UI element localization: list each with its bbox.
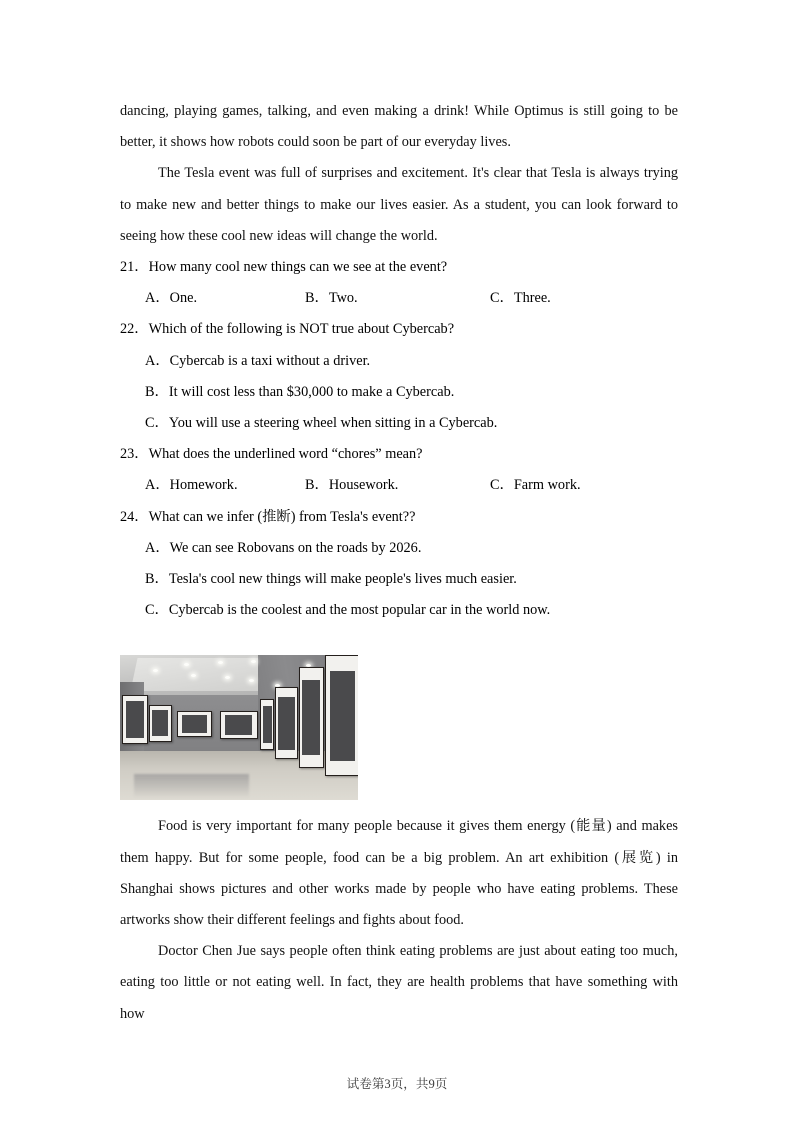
option-letter: A． <box>145 539 170 556</box>
option-text: Tesla's cool new things will make people's lives much easier. <box>168 571 517 588</box>
option-text: Homework. <box>169 477 238 494</box>
art-gallery-interior-photo <box>120 655 358 800</box>
option-text: We can see Robovans on the roads by 2026. <box>169 539 422 556</box>
ceiling-light-icon <box>249 679 254 682</box>
ceiling-light-icon <box>251 660 256 663</box>
question-22-stem <box>120 314 678 345</box>
question-21 <box>120 252 678 314</box>
artwork-image <box>263 706 272 743</box>
question-21-stem <box>120 252 678 283</box>
option-text: One. <box>169 290 198 307</box>
question-24-option-a[interactable] <box>120 533 678 564</box>
option-text: Two. <box>328 290 358 307</box>
option-letter: C． <box>145 602 169 619</box>
question-23-text: What does the underlined word “chores” mean? <box>148 446 423 463</box>
framed-artwork <box>299 667 325 768</box>
ceiling-light-icon <box>153 669 158 672</box>
option-text: It will cost less than $30,000 to make a Cybercab. <box>168 383 455 400</box>
question-21-text: How many cool new things can we see at the event? <box>148 259 448 276</box>
question-22-number: 22． <box>120 321 149 338</box>
option-letter: B． <box>305 290 329 307</box>
option-letter: B． <box>305 477 329 494</box>
passage-one-paragraph-2: The Tesla event was full of surprises and excitement. It's clear that Tesla is always trying to make new and better things to make our lives easier. As a student, you can look forward to seeing how these cool new ideas will change the world. <box>120 165 678 244</box>
question-21-option-a[interactable] <box>145 283 305 314</box>
artwork-image <box>225 715 252 735</box>
option-text: Cybercab is a taxi without a driver. <box>169 352 371 369</box>
figure-container <box>120 626 678 811</box>
option-letter: A． <box>145 352 170 369</box>
question-24-number: 24． <box>120 508 149 525</box>
question-23-options <box>120 470 678 501</box>
framed-artwork <box>149 705 172 742</box>
question-23 <box>120 439 678 501</box>
question-23-option-a[interactable] <box>145 470 305 501</box>
option-letter: B． <box>145 571 169 588</box>
question-24-stem <box>120 502 678 533</box>
question-21-option-b[interactable] <box>305 283 490 314</box>
artwork-image <box>278 697 294 750</box>
question-22-option-b[interactable] <box>120 377 678 408</box>
option-letter: A． <box>145 290 170 307</box>
framed-artwork <box>275 687 298 759</box>
question-24-option-c[interactable] <box>120 595 678 626</box>
option-letter: A． <box>145 477 170 494</box>
framed-artwork <box>177 711 212 738</box>
question-22-option-c[interactable] <box>120 408 678 439</box>
artwork-image <box>302 680 320 755</box>
ceiling-light-icon <box>225 676 230 679</box>
question-23-stem <box>120 439 678 470</box>
passage-two-paragraph-1: Food is very important for many people because it gives them energy (能量) and makes them happy. But for some people, food can be a big problem. An art exhibition (展览) in Shanghai shows pictures and other works made by people who have eating problems. These artworks show their different feelings and fights about food. <box>120 818 678 929</box>
artwork-image <box>152 710 168 736</box>
question-21-options <box>120 283 678 314</box>
artwork-image <box>330 671 355 761</box>
question-21-number: 21． <box>120 259 149 276</box>
page-content <box>120 96 678 1030</box>
option-text: Housework. <box>328 477 399 494</box>
question-22 <box>120 314 678 439</box>
passage-one-paragraph-1: dancing, playing games, talking, and even making a drink! While Optimus is still going to be better, it shows how robots could soon be part of our everyday lives. <box>120 103 678 151</box>
question-24 <box>120 502 678 627</box>
artwork-image <box>182 715 207 734</box>
framed-artwork <box>122 695 148 745</box>
question-23-option-b[interactable] <box>305 470 490 501</box>
option-text: Cybercab is the coolest and the most popular car in the world now. <box>168 602 551 619</box>
ceiling-light-icon <box>184 663 189 666</box>
option-letter: C． <box>490 477 514 494</box>
question-23-option-c[interactable] <box>490 470 581 501</box>
option-text: You will use a steering wheel when sitting in a Cybercab. <box>168 415 498 432</box>
question-22-text: Which of the following is NOT true about Cybercab? <box>148 321 455 338</box>
artwork-image <box>126 701 144 737</box>
option-text: Farm work. <box>513 477 581 494</box>
option-letter: B． <box>145 383 169 400</box>
option-letter: C． <box>145 415 169 432</box>
framed-artwork <box>260 699 274 750</box>
page-footer: 试卷第3页，共9页 <box>346 1077 448 1091</box>
gallery-floor-reflection <box>134 774 248 797</box>
question-23-number: 23． <box>120 446 149 463</box>
question-24-text: What can we infer (推断) from Tesla's event?? <box>148 508 416 525</box>
passage-two-paragraph-2: Doctor Chen Jue says people often think eating problems are just about eating too much, eating too little or not eating well. In fact, they are health problems that have something with how <box>120 943 678 1022</box>
question-21-option-c[interactable] <box>490 283 551 314</box>
option-text: Three. <box>513 290 551 307</box>
question-22-option-a[interactable] <box>120 346 678 377</box>
framed-artwork <box>325 655 358 776</box>
question-24-option-b[interactable] <box>120 564 678 595</box>
framed-artwork <box>220 711 258 739</box>
option-letter: C． <box>490 290 514 307</box>
